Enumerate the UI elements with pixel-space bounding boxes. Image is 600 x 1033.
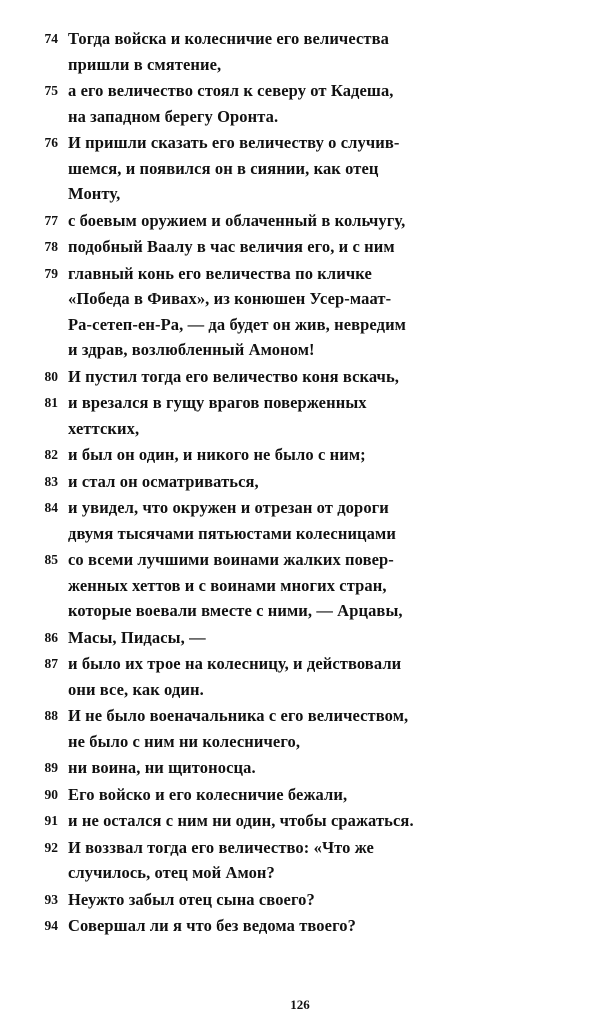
- verse-line: И пустил тогда его величество коня вскачь,: [68, 366, 400, 386]
- verse-row: [34, 651, 566, 702]
- verse-line: И пришли сказать его величеству о случив-: [68, 133, 400, 152]
- verse-line: которые воевали вместе с ними, — Арцавы,: [68, 601, 403, 620]
- verse-row: [34, 625, 566, 651]
- verse-text: [68, 78, 566, 129]
- verse-line: а его величество стоял к северу от Кадеша,: [68, 81, 394, 100]
- verse-text: [68, 913, 566, 939]
- verse-line: женных хеттов и с воинами многих стран,: [68, 575, 387, 595]
- verse-text: [68, 782, 566, 808]
- verse-number: 90: [44, 786, 58, 802]
- verse-line: И воззвал тогда его величество: «Что же: [68, 837, 374, 857]
- verse-line: случилось, отец мой Амон?: [68, 863, 275, 882]
- verse-line: и стал он осматриваться,: [68, 471, 259, 491]
- verse-text: [68, 495, 566, 546]
- verse-text: [68, 26, 566, 77]
- verse-row: [34, 78, 566, 129]
- verse-row: [34, 364, 566, 390]
- verse-line: пришли в смятение,: [68, 54, 222, 74]
- verse-line: со всеми лучшими воинами жалких повер-: [68, 550, 394, 569]
- verse-line: Монту,: [68, 184, 121, 203]
- verse-row: [34, 808, 566, 834]
- verse-number: 86: [44, 629, 58, 645]
- verse-row: [34, 442, 566, 468]
- verse-text: [68, 442, 566, 468]
- verse-text: [68, 547, 566, 624]
- verse-line: и здрав, возлюбленный Амоном!: [68, 340, 315, 359]
- verse-row: [34, 547, 566, 624]
- verse-row: [34, 782, 566, 808]
- verse-number: 80: [44, 368, 58, 384]
- verse-line: шемся, и появился он в сиянии, как отец: [68, 158, 379, 178]
- verse-number: 79: [44, 265, 58, 281]
- verse-line: и был он один, и никого не было с ним;: [68, 445, 366, 464]
- verse-row: [34, 835, 566, 886]
- verse-line: с боевым оружием и облаченный в кольчугу,: [68, 210, 406, 230]
- verse-text: [68, 208, 566, 234]
- verse-text: [68, 130, 566, 207]
- verse-number: 81: [44, 395, 58, 410]
- verse-row: [34, 495, 566, 546]
- verse-line: и было их трое на колесницу, и действовали: [68, 654, 402, 673]
- verse-line: Тогда войска и колесничие его величества: [68, 29, 389, 48]
- verse-number: 83: [44, 473, 58, 489]
- verse-line: Неужто забыл отец сына своего?: [68, 889, 315, 909]
- verse-line: Масы, Пидасы, —: [68, 627, 206, 647]
- verse-line: и увидел, что окружен и отрезан от дороги: [68, 498, 389, 517]
- verse-number: 77: [44, 212, 58, 228]
- verse-row: [34, 261, 566, 363]
- verse-number: 82: [44, 447, 58, 462]
- verse-row: [34, 26, 566, 77]
- verse-row: [34, 469, 566, 495]
- verse-line: ни воина, ни щитоносца.: [68, 758, 256, 777]
- verse-text: [68, 808, 566, 834]
- verse-line: Совершал ли я что без ведома твоего?: [68, 916, 356, 935]
- verse-text: [68, 703, 566, 754]
- verse-line: главный конь его величества по кличке: [68, 263, 372, 283]
- verse-line: хеттских,: [68, 418, 140, 438]
- verse-line: И не было военачальника с его величеством,: [68, 706, 409, 725]
- verse-text: [68, 234, 566, 260]
- verse-number: 84: [44, 500, 58, 515]
- verse-number: 89: [44, 760, 58, 775]
- verse-number: 75: [44, 83, 58, 98]
- verse-line: и врезался в гущу врагов поверженных: [68, 393, 367, 412]
- verse-number: 78: [44, 239, 58, 254]
- verse-text: [68, 364, 566, 390]
- verse-line: на западном берегу Оронта.: [68, 106, 279, 126]
- verse-line: двумя тысячами пятьюстами колесницами: [68, 523, 396, 543]
- verse-text: [68, 651, 566, 702]
- verse-row: [34, 703, 566, 754]
- verse-text: [68, 469, 566, 495]
- verse-number: 94: [44, 918, 58, 933]
- verse-line: не было с ним ни колесничего,: [68, 731, 301, 751]
- verse-row: [34, 913, 566, 939]
- verse-number: 91: [44, 813, 58, 828]
- verse-row: [34, 234, 566, 260]
- verse-number: 88: [44, 708, 58, 723]
- verse-number: 93: [44, 891, 58, 907]
- verse-line: «Победа в Фивах», из конюшен Усер-маат-: [68, 289, 392, 308]
- verse-list: [34, 26, 566, 939]
- verse-text: [68, 887, 566, 913]
- verse-number: 92: [44, 839, 58, 855]
- verse-number: 74: [44, 31, 58, 46]
- verse-text: [68, 261, 566, 363]
- verse-line: и не остался с ним ни один, чтобы сражаться.: [68, 811, 414, 830]
- verse-text: [68, 390, 566, 441]
- verse-text: [68, 835, 566, 886]
- verse-line: Ра-сетеп-ен-Ра, — да будет он жив, невредим: [68, 314, 407, 334]
- page-number: 126: [290, 997, 310, 1012]
- verse-number: 87: [44, 656, 58, 671]
- verse-row: [34, 887, 566, 913]
- verse-line: Его войско и его колесничие бежали,: [68, 784, 348, 804]
- verse-row: [34, 130, 566, 207]
- verse-line: они все, как один.: [68, 679, 204, 699]
- verse-text: [68, 625, 566, 651]
- verse-line: подобный Ваалу в час величия его, и с ним: [68, 237, 395, 256]
- verse-row: [34, 755, 566, 781]
- verse-row: [34, 208, 566, 234]
- verse-number: 76: [44, 135, 58, 150]
- verse-row: [34, 390, 566, 441]
- verse-number: 85: [44, 552, 58, 567]
- verse-text: [68, 755, 566, 781]
